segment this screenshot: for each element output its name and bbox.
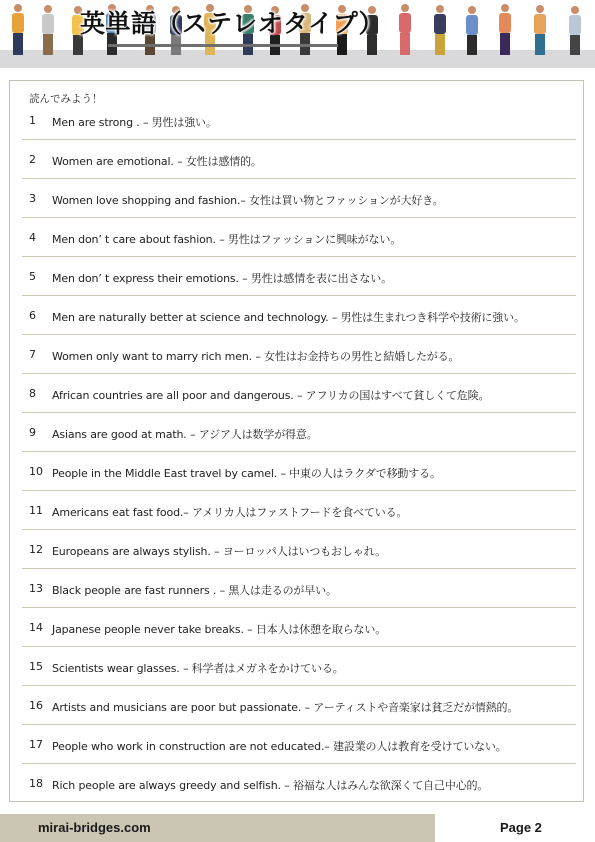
item-number: 2	[29, 153, 36, 166]
person-figure-icon	[434, 5, 446, 55]
item-sentence: Women love shopping and fashion.– 女性は買い物とファッションが大好き。	[52, 194, 444, 207]
item-number: 10	[29, 465, 43, 478]
item-sentence: Scientists wear glasses. – 科学者はメガネをかけている。	[52, 662, 344, 675]
item-sentence: Men are strong . – 男性は強い。	[52, 116, 217, 129]
item-sentence: Rich people are always greedy and selfish. – 裕福な人はみんな欲深くて自己中心的。	[52, 779, 489, 792]
item-number: 5	[29, 270, 36, 283]
list-item	[22, 257, 576, 296]
person-figure-icon	[534, 5, 546, 55]
person-figure-icon	[399, 4, 411, 55]
item-number: 13	[29, 582, 43, 595]
item-sentence: Men are naturally better at science and technology. – 男性は生まれつき科学や技術に強い。	[52, 311, 525, 324]
item-sentence: People in the Middle East travel by camel. – 中東の人はラクダで移動する。	[52, 467, 441, 480]
header-banner	[0, 0, 595, 68]
title-underline	[108, 44, 338, 47]
item-number: 9	[29, 426, 36, 439]
item-number: 1	[29, 114, 36, 127]
item-number: 18	[29, 777, 43, 790]
person-figure-icon	[466, 6, 478, 55]
page-number: Page 2	[500, 820, 542, 835]
item-sentence: Women only want to marry rich men. – 女性はお金持ちの男性と結婚したがる。	[52, 350, 460, 363]
item-number: 15	[29, 660, 43, 673]
list-item	[22, 725, 576, 764]
list-item	[22, 647, 576, 686]
item-sentence: People who work in construction are not educated.– 建設業の人は教育を受けていない。	[52, 740, 507, 753]
item-sentence: Japanese people never take breaks. – 日本人は休憩を取らない。	[52, 623, 387, 636]
item-number: 8	[29, 387, 36, 400]
person-figure-icon	[499, 4, 511, 55]
person-figure-icon	[12, 4, 24, 55]
item-sentence: Black people are fast runners . – 黒人は走るのが早い。	[52, 584, 337, 597]
list-item	[22, 218, 576, 257]
item-number: 6	[29, 309, 36, 322]
list-item	[22, 686, 576, 725]
list-item	[22, 452, 576, 491]
item-number: 4	[29, 231, 36, 244]
item-sentence: Men don’ t express their emotions. – 男性は感情を表に出さない。	[52, 272, 392, 285]
page-title: 英単語（ステレオタイプ）	[80, 9, 385, 38]
item-number: 3	[29, 192, 36, 205]
item-number: 11	[29, 504, 43, 517]
list-item	[22, 179, 576, 218]
person-figure-icon	[42, 5, 54, 55]
item-number: 12	[29, 543, 43, 556]
list-item	[22, 608, 576, 647]
item-sentence: Americans eat fast food.– アメリカ人はファストフードを食べている。	[52, 506, 408, 519]
item-sentence: Asians are good at math. – アジア人は数学が得意。	[52, 428, 318, 441]
item-sentence: Women are emotional. – 女性は感情的。	[52, 155, 262, 168]
list-item	[22, 764, 576, 803]
item-sentence: Men don’ t care about fashion. – 男性はファッションに興味がない。	[52, 233, 402, 246]
footer	[0, 814, 595, 842]
site-name: mirai-bridges.com	[38, 820, 151, 835]
footer-band	[0, 814, 435, 842]
list-item	[22, 140, 576, 179]
item-number: 14	[29, 621, 43, 634]
instruction-text: 読んでみよう！	[29, 93, 103, 105]
item-sentence: Europeans are always stylish. – ヨーロッパ人はいつもおしゃれ。	[52, 545, 386, 558]
list-item	[22, 413, 576, 452]
item-sentence: Artists and musicians are poor but passionate. – アーティストや音楽家は貧乏だが情熱的。	[52, 701, 519, 714]
item-number: 7	[29, 348, 36, 361]
item-number: 17	[29, 738, 43, 751]
list-item	[22, 335, 576, 374]
person-figure-icon	[569, 6, 581, 55]
item-number: 16	[29, 699, 43, 712]
sentence-list	[22, 101, 576, 803]
item-sentence: African countries are all poor and dangerous. – アフリカの国はすべて貧しくて危険。	[52, 389, 490, 402]
list-item	[22, 569, 576, 608]
list-item	[22, 530, 576, 569]
list-item	[22, 101, 576, 140]
list-item	[22, 296, 576, 335]
list-item	[22, 374, 576, 413]
list-item	[22, 491, 576, 530]
